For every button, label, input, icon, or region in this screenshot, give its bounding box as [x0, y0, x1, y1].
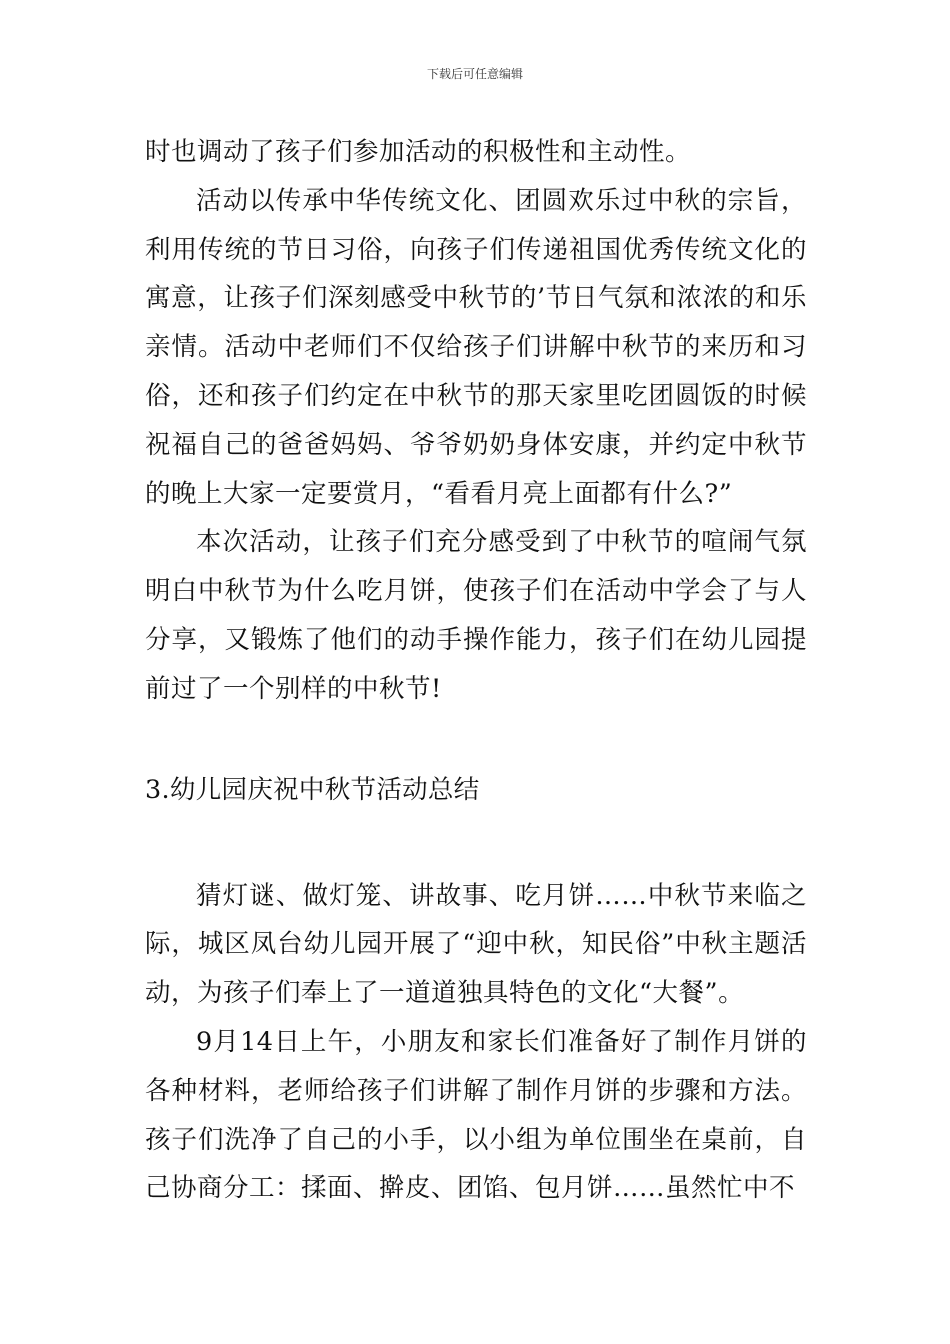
section-heading: 3.幼儿园庆祝中秋节活动总结 [145, 774, 480, 805]
paragraph-continuation: 时也调动了孩子们参加活动的积极性和主动性。 [145, 137, 692, 167]
page-header: 下载后可任意编辑 [426, 67, 523, 81]
paragraph-mooncake-making: 9月14日上午，小朋友和家长们准备好了制作月饼的各种材料，老师给孩子们讲解了制作月饼的步骤和方法。孩子们洗净了自己的小手，以小组为单位围坐在桌前，自己协商分工：揉面、擀皮、团馅、包月饼……虽然忙中不 [145, 1026, 807, 1204]
paragraph-festival-intro: 猜灯谜、做灯笼、讲故事、吃月饼……中秋节来临之际，城区凤台幼儿园开展了“迎中秋，知民俗”中秋主题活动，为孩子们奉上了一道道独具特色的文化“大餐”。 [145, 880, 807, 1009]
paragraph-activity-purpose: 活动以传承中华传统文化、团圆欢乐过中秋的宗旨，利用传统的节日习俗，向孩子们传递祖国优秀传统文化的寓意，让孩子们深刻感受中秋节的’节日气氛和浓浓的和乐亲情。活动中老师们不仅给孩子们讲解中秋节的来历和习俗，还和孩子们约定在中秋节的那天家里吃团圆饭的时候祝福自己的爸爸妈妈、爷爷奶奶身体安康，并约定中秋节的晚上大家一定要赏月，“看看月亮上面都有什么?” [145, 185, 807, 509]
document-body [145, 128, 807, 1213]
paragraph-activity-result: 本次活动，让孩子们充分感受到了中秋节的喧闹气氛明白中秋节为什么吃月饼，使孩子们在活动中学会了与人分享，又锻炼了他们的动手操作能力，孩子们在幼儿园提前过了一个别样的中秋节! [145, 527, 807, 704]
